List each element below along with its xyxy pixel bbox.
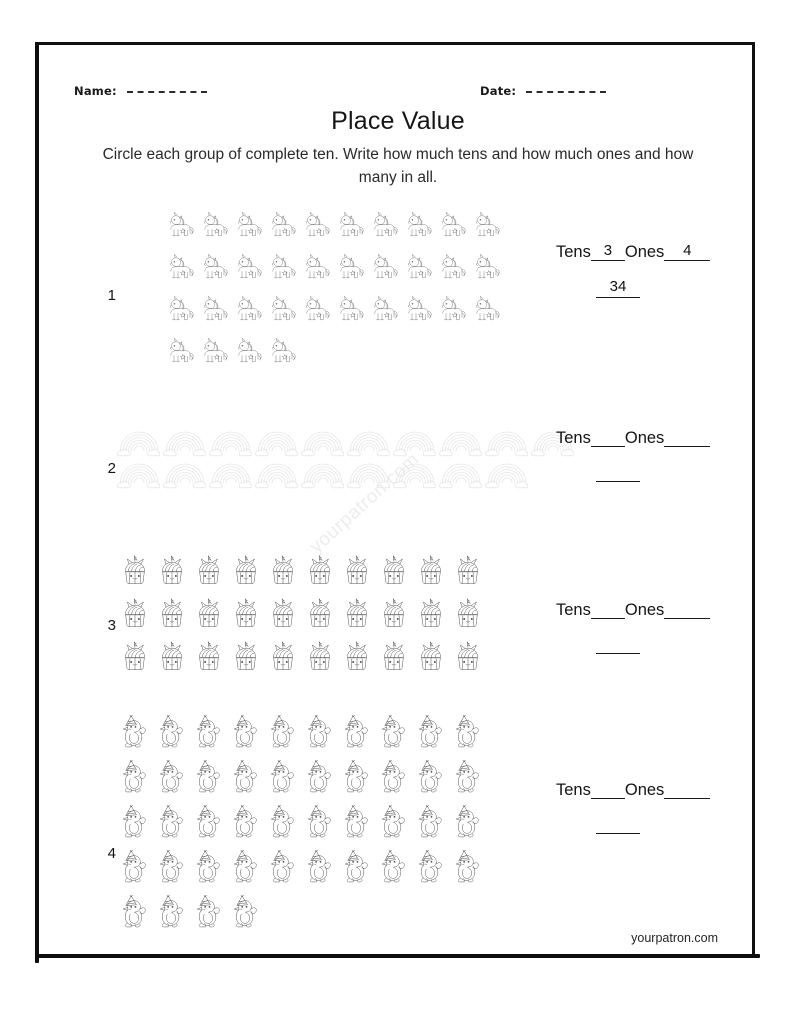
icon-item xyxy=(346,452,392,496)
icon-item xyxy=(484,452,530,496)
icon-item xyxy=(229,895,266,940)
icon-item xyxy=(266,639,303,682)
icon-item xyxy=(116,452,162,496)
cupcake-icon xyxy=(192,553,226,587)
cupcake-icon xyxy=(155,553,189,587)
icon-item xyxy=(451,805,488,850)
cupcake-icon xyxy=(118,553,152,587)
icon-item xyxy=(230,337,264,379)
unicorn-icon xyxy=(162,295,194,327)
rainbow-icon xyxy=(254,452,298,496)
total-answer-blank[interactable]: 34 xyxy=(596,279,640,298)
icon-item xyxy=(414,553,451,596)
penguin-icon xyxy=(192,895,227,930)
cupcake-icon xyxy=(266,553,300,587)
footer-credit: yourpatron.com xyxy=(631,931,718,945)
cupcake-icon xyxy=(192,639,226,673)
rainbow-icon xyxy=(392,452,436,496)
unicorn-icon xyxy=(298,211,330,243)
penguin-icon xyxy=(303,805,338,840)
answer-block xyxy=(556,243,710,298)
tens-answer-blank[interactable] xyxy=(591,429,625,447)
unicorn-icon xyxy=(332,253,364,285)
total-answer-blank[interactable] xyxy=(596,635,640,654)
cupcake-icon xyxy=(340,639,374,673)
unicorn-icon xyxy=(162,337,194,369)
icon-item xyxy=(451,639,488,682)
cupcake-icon xyxy=(155,639,189,673)
icon-item xyxy=(192,805,229,850)
penguin-icon xyxy=(192,850,227,885)
date-label: Date: xyxy=(480,84,517,98)
penguin-icon xyxy=(377,805,412,840)
unicorn-icon xyxy=(366,253,398,285)
cupcake-icon xyxy=(118,596,152,630)
ones-label: Ones xyxy=(624,600,665,619)
icon-item xyxy=(298,211,332,253)
instructions-text: Circle each group of complete ten. Write how much tens and how much ones and how many in all. xyxy=(102,146,694,187)
answer-block xyxy=(556,601,710,659)
penguin-icon xyxy=(118,760,153,795)
unicorn-icon xyxy=(230,295,262,327)
penguin-icon xyxy=(229,850,264,885)
icon-item xyxy=(155,553,192,596)
icon-item xyxy=(400,211,434,253)
penguin-icon xyxy=(229,715,264,750)
unicorn-icon xyxy=(468,253,500,285)
unicorn-icon xyxy=(196,253,228,285)
unicorn-icon xyxy=(400,211,432,243)
icon-item xyxy=(298,253,332,295)
unicorn-icon xyxy=(434,211,466,243)
icon-row xyxy=(116,452,576,484)
icon-item xyxy=(162,295,196,337)
penguin-icon xyxy=(303,850,338,885)
name-field[interactable] xyxy=(74,83,207,98)
icon-item xyxy=(414,760,451,805)
cupcake-icon xyxy=(118,639,152,673)
worksheet-page-frame xyxy=(35,42,755,958)
icon-row xyxy=(118,553,488,596)
penguin-icon xyxy=(414,760,449,795)
icon-row xyxy=(162,253,502,295)
penguin-icon xyxy=(377,760,412,795)
icon-item xyxy=(208,452,254,496)
penguin-icon xyxy=(229,760,264,795)
unicorn-icon xyxy=(264,295,296,327)
penguin-icon xyxy=(155,895,190,930)
ones-label: Ones xyxy=(624,428,665,447)
icon-item xyxy=(468,253,502,295)
penguin-icon xyxy=(414,850,449,885)
penguin-icon xyxy=(340,805,375,840)
rainbow-icon xyxy=(438,452,482,496)
icon-item xyxy=(332,295,366,337)
unicorn-icon xyxy=(162,211,194,243)
unicorn-icon xyxy=(162,253,194,285)
cupcake-icon xyxy=(451,639,485,673)
penguin-icon xyxy=(414,805,449,840)
penguin-icon xyxy=(192,715,227,750)
tens-label: Tens xyxy=(556,242,591,261)
icon-item xyxy=(229,805,266,850)
cupcake-icon xyxy=(303,596,337,630)
cupcake-icon xyxy=(303,553,337,587)
icon-item xyxy=(332,253,366,295)
icon-item xyxy=(192,850,229,895)
icon-item xyxy=(340,760,377,805)
penguin-icon xyxy=(377,850,412,885)
icon-item xyxy=(196,253,230,295)
icon-group-cupcake-icon xyxy=(118,553,488,682)
cupcake-icon xyxy=(414,553,448,587)
icon-item xyxy=(264,337,298,379)
icon-item xyxy=(155,596,192,639)
rainbow-icon xyxy=(346,452,390,496)
unicorn-icon xyxy=(264,211,296,243)
penguin-icon xyxy=(266,850,301,885)
icon-item xyxy=(400,253,434,295)
icon-item xyxy=(414,596,451,639)
problem-number: 4 xyxy=(107,845,116,862)
cupcake-icon xyxy=(451,596,485,630)
unicorn-icon xyxy=(332,211,364,243)
icon-item xyxy=(264,295,298,337)
icon-item xyxy=(340,596,377,639)
cupcake-icon xyxy=(377,596,411,630)
penguin-icon xyxy=(229,805,264,840)
cupcake-icon xyxy=(229,553,263,587)
problem-number: 2 xyxy=(107,460,116,477)
icon-row xyxy=(118,715,488,760)
icon-item xyxy=(434,253,468,295)
name-label: Name: xyxy=(74,84,117,98)
unicorn-icon xyxy=(434,295,466,327)
icon-item xyxy=(264,253,298,295)
unicorn-icon xyxy=(230,337,262,369)
icon-item xyxy=(229,596,266,639)
icon-item xyxy=(118,639,155,682)
cupcake-icon xyxy=(340,596,374,630)
unicorn-icon xyxy=(400,295,432,327)
icon-item xyxy=(266,553,303,596)
icon-row xyxy=(118,596,488,639)
problem-number: 1 xyxy=(107,287,116,304)
icon-item xyxy=(155,895,192,940)
penguin-icon xyxy=(118,715,153,750)
icon-item xyxy=(196,211,230,253)
icon-item xyxy=(162,337,196,379)
icon-item xyxy=(155,715,192,760)
icon-item xyxy=(377,596,414,639)
icon-item xyxy=(451,715,488,760)
problem-number: 3 xyxy=(107,617,116,634)
total-answer-blank[interactable] xyxy=(596,815,640,834)
icon-item xyxy=(377,850,414,895)
icon-item xyxy=(377,805,414,850)
icon-group-unicorn-icon xyxy=(162,211,502,379)
icon-row xyxy=(118,805,488,850)
penguin-icon xyxy=(229,895,264,930)
icon-item xyxy=(303,596,340,639)
icon-item xyxy=(414,850,451,895)
icon-item xyxy=(392,452,438,496)
penguin-icon xyxy=(192,760,227,795)
tens-answer-blank[interactable] xyxy=(591,601,625,619)
icon-item xyxy=(266,715,303,760)
icon-item xyxy=(266,760,303,805)
icon-item xyxy=(192,760,229,805)
rainbow-icon xyxy=(208,452,252,496)
icon-item xyxy=(451,850,488,895)
unicorn-icon xyxy=(264,253,296,285)
penguin-icon xyxy=(118,850,153,885)
icon-item xyxy=(340,553,377,596)
ones-answer-blank[interactable] xyxy=(664,601,710,619)
icon-item xyxy=(298,295,332,337)
penguin-icon xyxy=(155,850,190,885)
icon-item xyxy=(303,850,340,895)
rainbow-icon xyxy=(484,452,528,496)
icon-item xyxy=(468,211,502,253)
ones-answer-blank[interactable]: 4 xyxy=(664,243,710,261)
icon-item xyxy=(340,850,377,895)
icon-item xyxy=(118,895,155,940)
rainbow-icon xyxy=(300,452,344,496)
frame-edge-bottom xyxy=(36,954,760,958)
icon-item xyxy=(229,553,266,596)
total-answer-blank[interactable] xyxy=(596,463,640,482)
icon-item xyxy=(377,553,414,596)
ones-answer-blank[interactable] xyxy=(664,429,710,447)
icon-item xyxy=(229,850,266,895)
icon-item xyxy=(118,553,155,596)
icon-item xyxy=(118,805,155,850)
icon-row xyxy=(118,850,488,895)
unicorn-icon xyxy=(366,295,398,327)
penguin-icon xyxy=(155,805,190,840)
penguin-icon xyxy=(155,715,190,750)
unicorn-icon xyxy=(468,295,500,327)
penguin-icon xyxy=(414,715,449,750)
date-input-blank[interactable] xyxy=(526,81,606,93)
icon-item xyxy=(162,452,208,496)
icon-item xyxy=(303,805,340,850)
icon-item xyxy=(266,805,303,850)
unicorn-icon xyxy=(196,295,228,327)
unicorn-icon xyxy=(230,211,262,243)
icon-item xyxy=(230,253,264,295)
unicorn-icon xyxy=(196,337,228,369)
tens-answer-blank[interactable]: 3 xyxy=(591,243,625,261)
icon-item xyxy=(340,805,377,850)
icon-item xyxy=(192,553,229,596)
icon-item xyxy=(155,850,192,895)
icon-row xyxy=(162,295,502,337)
icon-item xyxy=(414,715,451,760)
icon-row xyxy=(162,337,502,379)
icon-group-rainbow-icon xyxy=(116,420,576,484)
icon-item xyxy=(266,850,303,895)
unicorn-icon xyxy=(366,211,398,243)
penguin-icon xyxy=(155,760,190,795)
icon-item xyxy=(192,895,229,940)
icon-item xyxy=(451,596,488,639)
icon-item xyxy=(377,639,414,682)
icon-item xyxy=(434,295,468,337)
icon-row xyxy=(116,420,576,452)
penguin-icon xyxy=(451,760,486,795)
icon-item xyxy=(414,639,451,682)
ones-label: Ones xyxy=(624,242,665,261)
tens-answer-blank[interactable] xyxy=(591,781,625,799)
penguin-icon xyxy=(451,715,486,750)
icon-item xyxy=(230,211,264,253)
penguin-icon xyxy=(340,760,375,795)
icon-item xyxy=(229,715,266,760)
rainbow-icon xyxy=(116,452,160,496)
cupcake-icon xyxy=(229,596,263,630)
unicorn-icon xyxy=(400,253,432,285)
icon-item xyxy=(196,337,230,379)
tens-label: Tens xyxy=(556,428,591,447)
icon-item xyxy=(162,211,196,253)
watermark: yourpatron.com xyxy=(306,448,424,558)
penguin-icon xyxy=(118,805,153,840)
unicorn-icon xyxy=(230,253,262,285)
cupcake-icon xyxy=(340,553,374,587)
icon-item xyxy=(303,553,340,596)
icon-item xyxy=(332,211,366,253)
icon-row xyxy=(118,895,488,940)
icon-item xyxy=(155,805,192,850)
cupcake-icon xyxy=(377,639,411,673)
unicorn-icon xyxy=(298,253,330,285)
icon-row xyxy=(118,639,488,682)
icon-item xyxy=(366,295,400,337)
icon-item xyxy=(196,295,230,337)
penguin-icon xyxy=(377,715,412,750)
icon-item xyxy=(434,211,468,253)
penguin-icon xyxy=(340,715,375,750)
answer-block xyxy=(556,781,710,839)
unicorn-icon xyxy=(264,337,296,369)
icon-item xyxy=(118,596,155,639)
page-title: Place Value xyxy=(331,107,465,135)
ones-answer-blank[interactable] xyxy=(664,781,710,799)
penguin-icon xyxy=(266,715,301,750)
icon-item xyxy=(118,760,155,805)
penguin-icon xyxy=(340,850,375,885)
cupcake-icon xyxy=(377,553,411,587)
icon-item xyxy=(303,639,340,682)
cupcake-icon xyxy=(303,639,337,673)
icon-item xyxy=(438,452,484,496)
unicorn-icon xyxy=(196,211,228,243)
penguin-icon xyxy=(451,805,486,840)
penguin-icon xyxy=(192,805,227,840)
penguin-icon xyxy=(303,715,338,750)
icon-item xyxy=(303,715,340,760)
cupcake-icon xyxy=(229,639,263,673)
penguin-icon xyxy=(451,850,486,885)
icon-item xyxy=(451,553,488,596)
icon-item xyxy=(451,760,488,805)
icon-item xyxy=(162,253,196,295)
cupcake-icon xyxy=(155,596,189,630)
answer-block xyxy=(556,429,710,487)
unicorn-icon xyxy=(298,295,330,327)
icon-item xyxy=(300,452,346,496)
icon-item xyxy=(400,295,434,337)
icon-item xyxy=(414,805,451,850)
penguin-icon xyxy=(266,805,301,840)
icon-group-penguin-icon xyxy=(118,715,488,940)
icon-item xyxy=(366,211,400,253)
icon-item xyxy=(230,295,264,337)
icon-item xyxy=(266,596,303,639)
penguin-icon xyxy=(303,760,338,795)
cupcake-icon xyxy=(451,553,485,587)
ones-label: Ones xyxy=(624,780,665,799)
icon-item xyxy=(229,639,266,682)
icon-item xyxy=(118,715,155,760)
icon-item xyxy=(229,760,266,805)
icon-item xyxy=(264,211,298,253)
cupcake-icon xyxy=(414,596,448,630)
unicorn-icon xyxy=(468,211,500,243)
tens-label: Tens xyxy=(556,600,591,619)
unicorn-icon xyxy=(332,295,364,327)
icon-item xyxy=(377,715,414,760)
icon-item xyxy=(155,760,192,805)
cupcake-icon xyxy=(266,639,300,673)
name-input-blank[interactable] xyxy=(127,81,207,93)
icon-item xyxy=(192,596,229,639)
penguin-icon xyxy=(266,760,301,795)
cupcake-icon xyxy=(192,596,226,630)
rainbow-icon xyxy=(162,452,206,496)
icon-row xyxy=(162,211,502,253)
icon-item xyxy=(340,639,377,682)
icon-item xyxy=(155,639,192,682)
unicorn-icon xyxy=(434,253,466,285)
penguin-icon xyxy=(118,895,153,930)
icon-item xyxy=(303,760,340,805)
icon-item xyxy=(192,639,229,682)
icon-item xyxy=(366,253,400,295)
icon-item xyxy=(377,760,414,805)
icon-row xyxy=(118,760,488,805)
icon-item xyxy=(340,715,377,760)
icon-item xyxy=(468,295,502,337)
cupcake-icon xyxy=(266,596,300,630)
icon-item xyxy=(118,850,155,895)
frame-edge-left xyxy=(35,43,39,963)
icon-item xyxy=(254,452,300,496)
date-field[interactable] xyxy=(480,83,606,98)
tens-label: Tens xyxy=(556,780,591,799)
icon-item xyxy=(192,715,229,760)
cupcake-icon xyxy=(414,639,448,673)
